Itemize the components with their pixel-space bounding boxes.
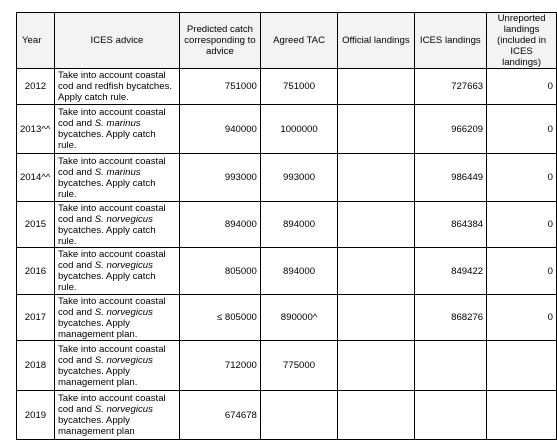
advice-text-end: bycatches. Apply catch rule. [57,177,156,200]
header-ices-landings: ICES landings [414,13,487,69]
ices-landings-cell [414,341,487,391]
header-ices-advice: ICES advice [54,13,179,69]
table-row [17,154,557,202]
advice-table [16,12,557,440]
ices-landings-cell: 966209 [414,105,487,154]
table-row [17,295,557,341]
unreported-landings-cell: 0 [487,248,557,295]
ices-landings-cell: 868276 [414,295,487,341]
advice-species: S. norvegicus [94,213,153,225]
advice-species: S. norvegicus [94,260,153,271]
table-row [17,69,557,105]
advice-cell [54,69,179,105]
header-official-landings: Official landings [338,13,414,69]
advice-text: Take into account coastal cod and [57,295,166,318]
agreed-tac-cell: 890000^ [260,295,337,341]
year-cell: 2016 [17,248,55,295]
predicted-catch-cell: 674678 [179,391,260,440]
advice-cell [54,248,179,295]
ices-landings-cell: 727663 [414,69,487,105]
unreported-landings-cell: 0 [487,105,557,154]
official-landings-cell [338,202,414,248]
advice-species: S. norvegicus [94,306,153,318]
advice-text-end: bycatches. Apply management plan. [57,317,138,340]
header-unreported-landings: Unreported landings (included in ICES landings) [487,13,557,69]
unreported-landings-cell [487,391,557,440]
advice-text: Take into account coastal cod and [57,249,166,271]
advice-cell [54,154,179,202]
advice-species: S. norvegicus [94,404,153,415]
year-cell: 2015 [17,202,55,248]
year-cell: 2018 [17,341,55,391]
advice-cell [54,295,179,341]
table-row [17,391,557,440]
advice-species: S. norvegicus [94,354,153,366]
official-landings-cell [338,341,414,391]
official-landings-cell [338,248,414,295]
advice-text-end: bycatches. Apply management plan [57,415,135,437]
advice-text-end: bycatches. Apply management plan. [57,365,138,388]
predicted-catch-cell: 894000 [179,202,260,248]
advice-text: Take into account coastal cod and [57,393,166,415]
agreed-tac-cell: 894000 [260,248,337,295]
year-cell: 2019 [17,391,55,440]
advice-text-end: bycatches. Apply catch rule. [57,129,156,151]
header-predicted-catch: Predicted catch corresponding to advice [179,13,260,69]
agreed-tac-cell: 1000000 [260,105,337,154]
advice-species: S. marinus [94,166,141,178]
ices-landings-cell [414,391,487,440]
official-landings-cell [338,295,414,341]
official-landings-cell [338,105,414,154]
ices-landings-cell: 849422 [414,248,487,295]
agreed-tac-cell: 751000 [260,69,337,105]
official-landings-cell [338,391,414,440]
agreed-tac-cell: 894000 [260,202,337,248]
ices-landings-cell: 986449 [414,154,487,202]
advice-text: Take into account coastal cod and [57,155,166,178]
predicted-catch-cell: ≤ 805000 [179,295,260,341]
unreported-landings-cell: 0 [487,154,557,202]
table-row [17,105,557,154]
table-row [17,202,557,248]
predicted-catch-cell: 712000 [179,341,260,391]
advice-text: Take into account coastal cod and [57,107,166,129]
predicted-catch-cell: 805000 [179,248,260,295]
advice-text-end: bycatches. Apply catch rule. [57,224,156,247]
header-row [17,13,557,69]
advice-text: Take into account coastal cod and redfish bycatches. Apply catch rule. [57,70,173,103]
table-row [17,248,557,295]
year-cell: 2017 [17,295,55,341]
header-year: Year [17,13,55,69]
advice-cell [54,341,179,391]
header-agreed-tac: Agreed TAC [260,13,337,69]
advice-cell [54,202,179,248]
advice-cell [54,105,179,154]
predicted-catch-cell: 940000 [179,105,260,154]
ices-landings-cell: 864384 [414,202,487,248]
table-row [17,341,557,391]
advice-text: Take into account coastal cod and [57,202,166,225]
year-cell: 2012 [17,69,55,105]
year-cell: 2013^^ [17,105,55,154]
unreported-landings-cell: 0 [487,295,557,341]
year-cell: 2014^^ [17,154,55,202]
agreed-tac-cell [260,391,337,440]
advice-text: Take into account coastal cod and [57,343,166,366]
advice-cell [54,391,179,440]
agreed-tac-cell: 775000 [260,341,337,391]
advice-species: S. marinus [94,118,141,129]
unreported-landings-cell [487,341,557,391]
official-landings-cell [338,69,414,105]
unreported-landings-cell: 0 [487,69,557,105]
advice-text-end: bycatches. Apply catch rule. [57,271,156,293]
predicted-catch-cell: 993000 [179,154,260,202]
predicted-catch-cell: 751000 [179,69,260,105]
unreported-landings-cell: 0 [487,202,557,248]
official-landings-cell [338,154,414,202]
agreed-tac-cell: 993000 [260,154,337,202]
